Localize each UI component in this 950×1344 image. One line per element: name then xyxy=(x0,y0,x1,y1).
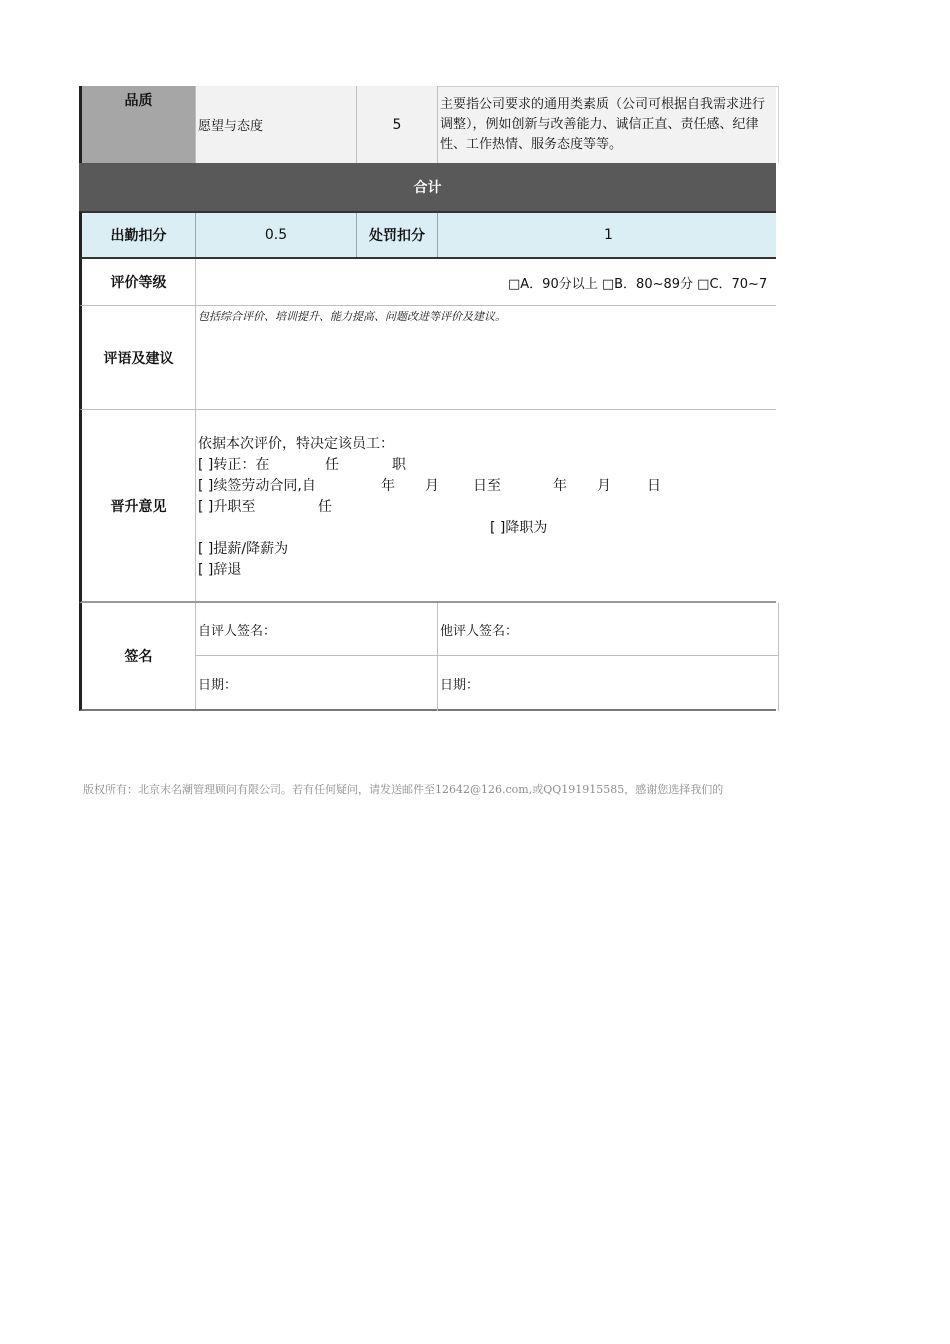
comments-row xyxy=(79,306,776,410)
option-promote-post: 任 xyxy=(318,499,332,515)
promotion-options[interactable] xyxy=(196,410,779,601)
attendance-label: 出勤扣分 xyxy=(82,213,196,257)
option-renew-year1: 年 xyxy=(381,478,395,494)
comments-label: 评语及建议 xyxy=(82,306,196,409)
promotion-row xyxy=(79,410,776,603)
option-regularize[interactable] xyxy=(198,455,779,476)
option-renew-day2: 日 xyxy=(647,478,661,494)
option-regularize-text: [ ]转正：在 xyxy=(198,457,270,473)
option-renew-contract[interactable] xyxy=(198,476,779,497)
option-salary[interactable] xyxy=(198,539,779,560)
attendance-row xyxy=(79,211,776,259)
comments-field[interactable]: 包括综合评价、培训提升、能力提高、问题改进等评价及建议。 xyxy=(198,310,506,323)
quality-row xyxy=(79,86,776,163)
option-regularize-job: 职 xyxy=(392,457,406,473)
option-renew-day1: 日至 xyxy=(473,478,501,494)
option-dismiss-text: [ ]辞退 xyxy=(198,562,242,578)
grade-label: 评价等级 xyxy=(82,259,196,305)
signature-label: 签名 xyxy=(82,603,196,709)
option-regularize-post: 任 xyxy=(325,457,339,473)
quality-score[interactable]: 5 xyxy=(357,86,438,163)
option-demote[interactable] xyxy=(198,518,779,539)
copyright-footer: 版权所有：北京末名潮管理顾问有限公司。若有任何疑问，请发送邮件至12642@126.com,或QQ191915585，感谢您选择我们的 xyxy=(83,783,724,796)
grade-row xyxy=(79,259,776,306)
other-signature-field[interactable]: 他评人签名： xyxy=(438,603,779,656)
quality-description: 主要指公司要求的通用类素质（公司可根据自我需求进行调整），例如创新与改善能力、诚信正直、责任感、纪律性、工作热情、服务态度等等。 xyxy=(438,86,779,163)
quality-item: 愿望与态度 xyxy=(196,86,357,163)
option-renew-month1: 月 xyxy=(425,478,439,494)
option-promote-text: [ ]升职至 xyxy=(198,499,256,515)
option-renew-month2: 月 xyxy=(597,478,611,494)
option-renew-year2: 年 xyxy=(553,478,567,494)
total-row xyxy=(79,163,776,211)
self-signature-field[interactable]: 自评人签名： xyxy=(196,603,438,656)
option-salary-text: [ ]提薪/降薪为 xyxy=(198,541,289,557)
signature-row xyxy=(79,603,776,711)
promotion-label: 晋升意见 xyxy=(82,410,196,601)
option-demote-text: [ ]降职为 xyxy=(490,520,548,536)
other-date-field[interactable]: 日期： xyxy=(438,656,779,711)
option-dismiss[interactable] xyxy=(198,560,779,581)
option-promote[interactable] xyxy=(198,497,779,518)
penalty-value[interactable]: 1 xyxy=(604,227,613,243)
total-label: 合计 xyxy=(413,180,442,196)
promotion-intro: 依据本次评价，特决定该员工： xyxy=(198,436,394,452)
quality-category-label: 品质 xyxy=(82,86,196,163)
penalty-label: 处罚扣分 xyxy=(357,213,438,257)
self-date-field[interactable]: 日期： xyxy=(196,656,438,711)
grade-options[interactable]: □A．90分以上 □B．80~89分 □C．70~7 xyxy=(508,276,768,292)
attendance-value[interactable]: 0.5 xyxy=(196,213,357,257)
option-renew-text: [ ]续签劳动合同,自 xyxy=(198,478,316,494)
